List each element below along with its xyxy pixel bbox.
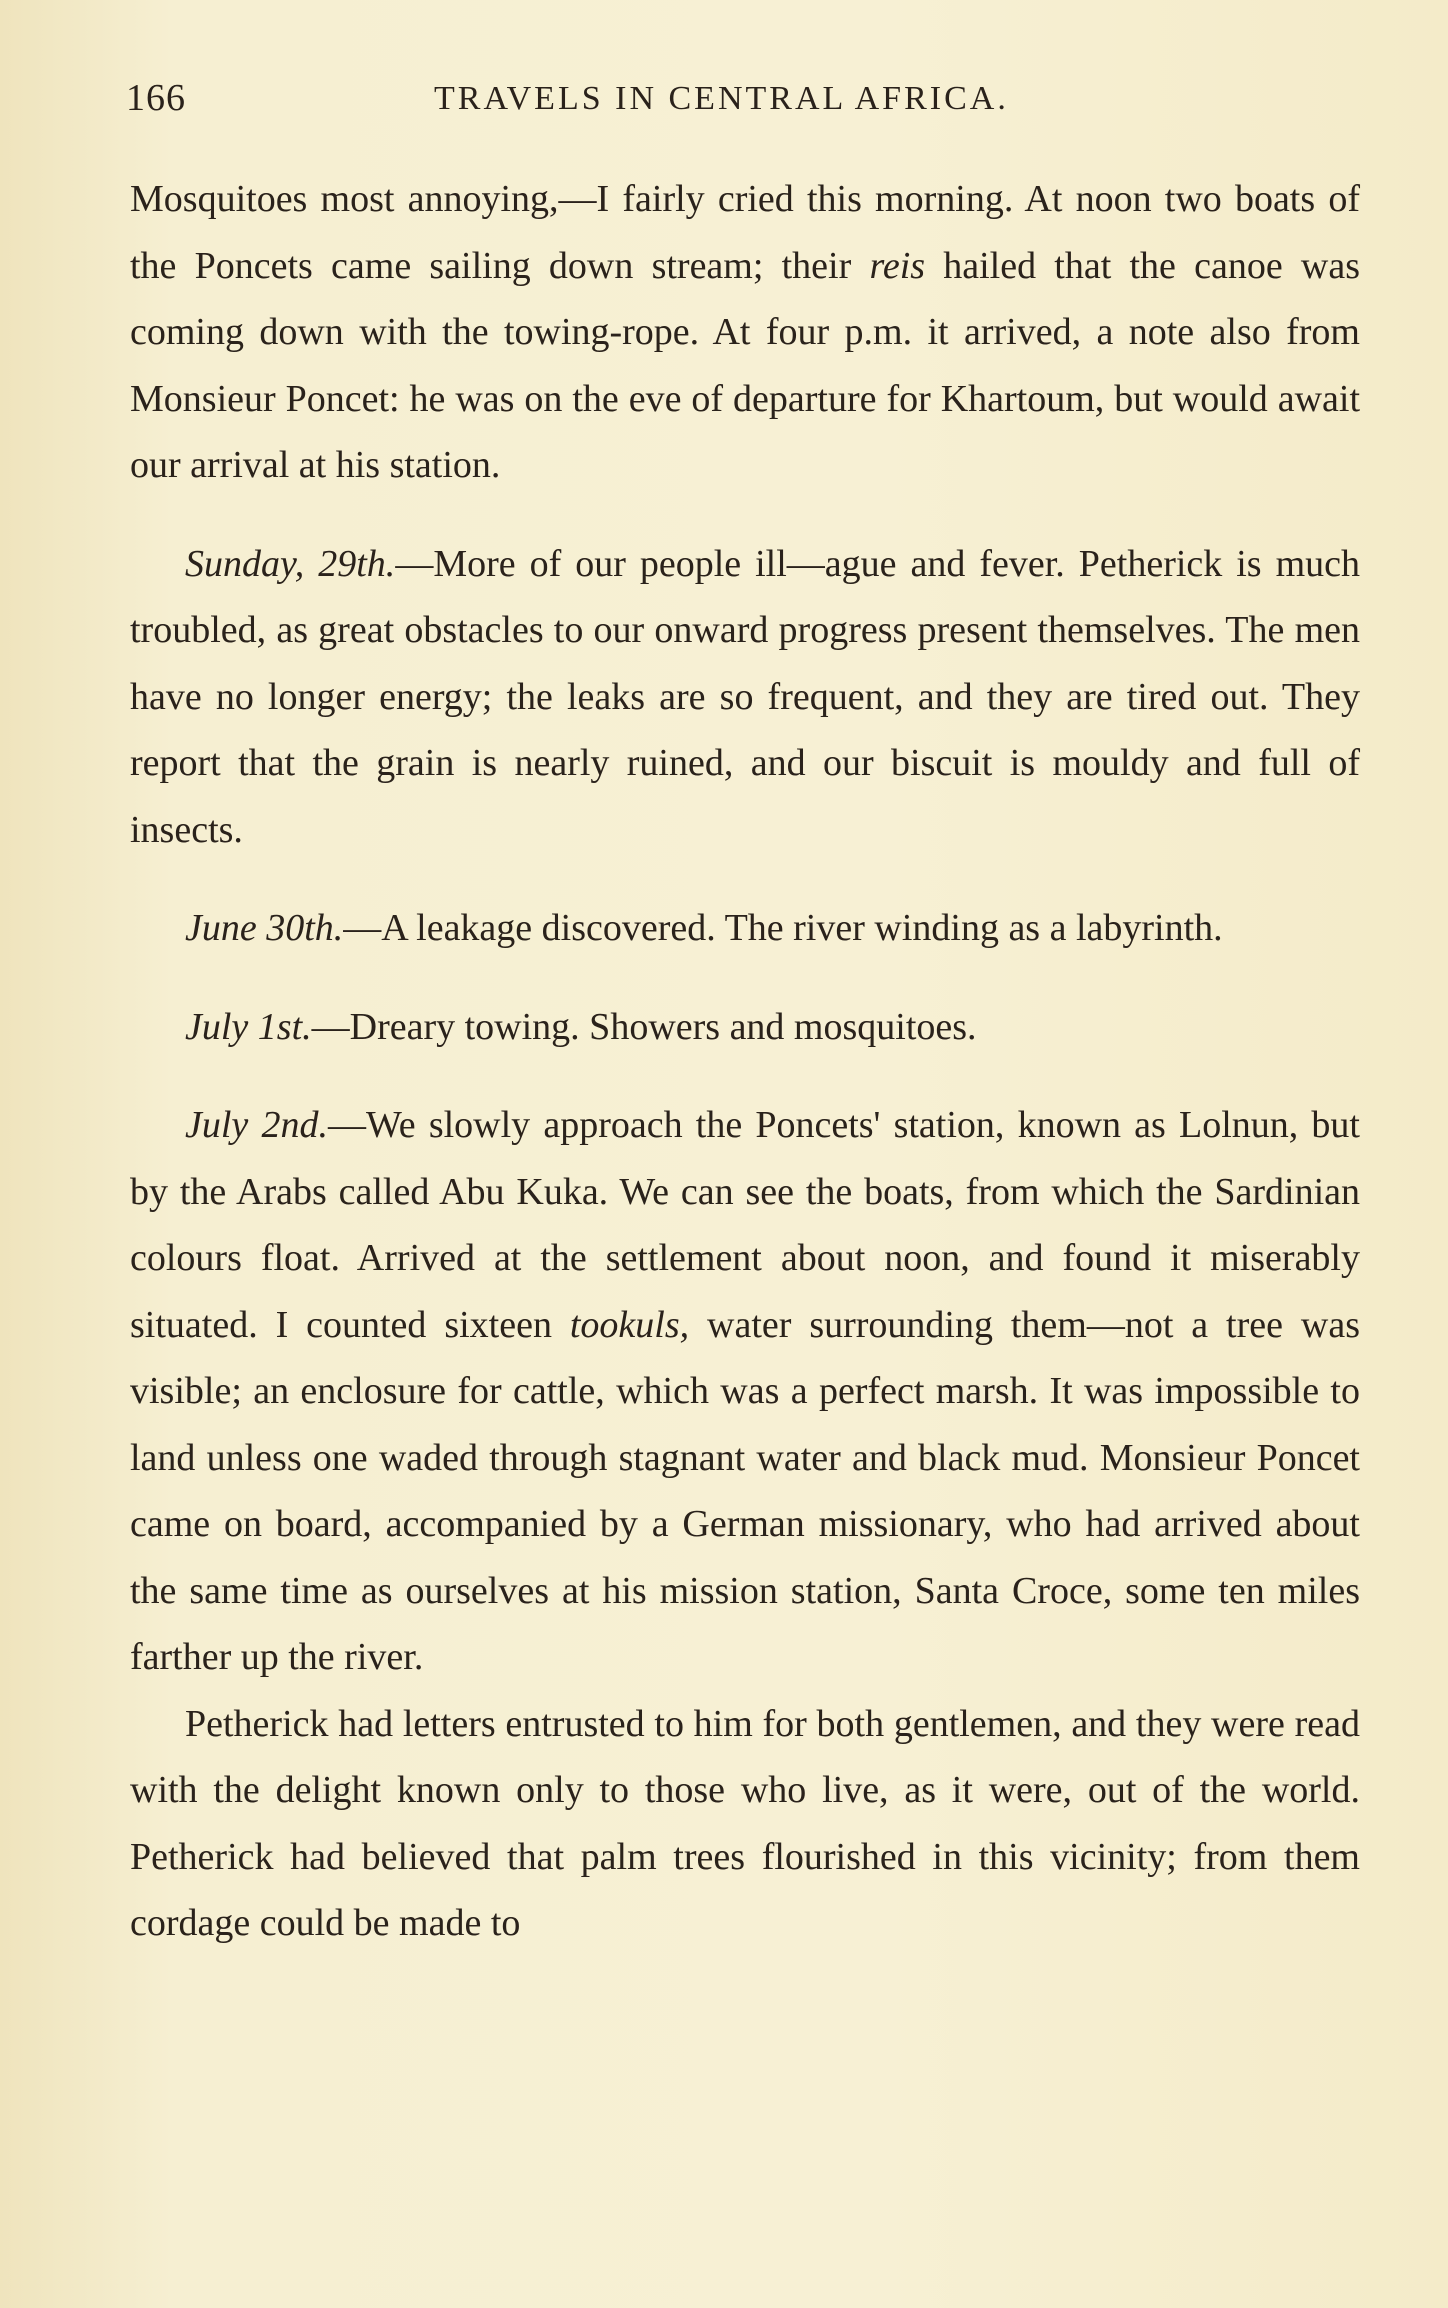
paragraph-5-text: —We slowly approach the Poncets' station, known as Lolnun, but by the Arabs called Abu Kuka. We can see the boats, from which the Sardinian colours float. Arrived at the settlement about noon, and found it miserably situated. I counted sixteen	[130, 1104, 1360, 1346]
paragraph-1-italic: reis	[869, 244, 926, 287]
entry-date-sunday-29th: Sunday, 29th.	[185, 542, 396, 585]
paragraph-1-text: Mosquitoes most annoying,—I fairly cried this morning. At noon two boats of the Poncets came sailing down stream; their	[130, 178, 1360, 287]
paragraph-6	[130, 1691, 1360, 1957]
running-title: TRAVELS IN CENTRAL AFRICA.	[434, 80, 1009, 117]
entry-date-june-30th: June 30th.	[185, 907, 344, 949]
entry-date-july-1st: July 1st.	[185, 1005, 312, 1048]
paragraph-3	[130, 895, 1360, 962]
paragraph-5-italic: tookuls,	[569, 1303, 690, 1346]
paragraph-5	[130, 1092, 1360, 1691]
page-number: 166	[126, 77, 186, 119]
paragraph-2	[130, 531, 1360, 864]
paragraph-4-text: —Dreary towing. Showers and mosquitoes.	[311, 1005, 977, 1048]
page-header	[126, 76, 1356, 128]
paragraph-5-text-after: water surrounding them—not a tree was visible; an enclosure for cattle, which was a perfect marsh. It was impossible to land unless one waded through stagnant water and black mud. Monsieur Poncet came on board, accompanied by a German missionary, who had arrived about the same time as ourselves at his mission station, Santa Croce, some ten miles farther up the river.	[130, 1303, 1360, 1678]
paragraph-6-text: Petherick had letters entrusted to him for both gentlemen, and they were read with the delight known only to those who live, as it were, out of the world. Petherick had believed that palm trees flourished in this vicinity; from them cordage could be made to	[130, 1702, 1360, 1944]
paragraph-1-text-after: hailed that the canoe was coming down with the towing-rope. At four p.m. it arrived, a note also from Monsieur Poncet: he was on the eve of departure for Khartoum, but would await our arrival at his station.	[130, 244, 1360, 486]
paragraph-1	[130, 166, 1360, 499]
paragraph-3-text: —A leakage discovered. The river winding as a labyrinth.	[343, 907, 1223, 949]
page-body	[130, 166, 1360, 1957]
entry-date-july-2nd: July 2nd.	[185, 1104, 328, 1146]
paragraph-2-text: —More of our people ill—ague and fever. Petherick is much troubled, as great obstacles to our onward progress present themselves. The men have no longer energy; the leaks are so frequent, and they are tired out. They report that the grain is nearly ruined, and our biscuit is mouldy and full of insects.	[130, 542, 1360, 851]
paragraph-4	[130, 994, 1360, 1061]
